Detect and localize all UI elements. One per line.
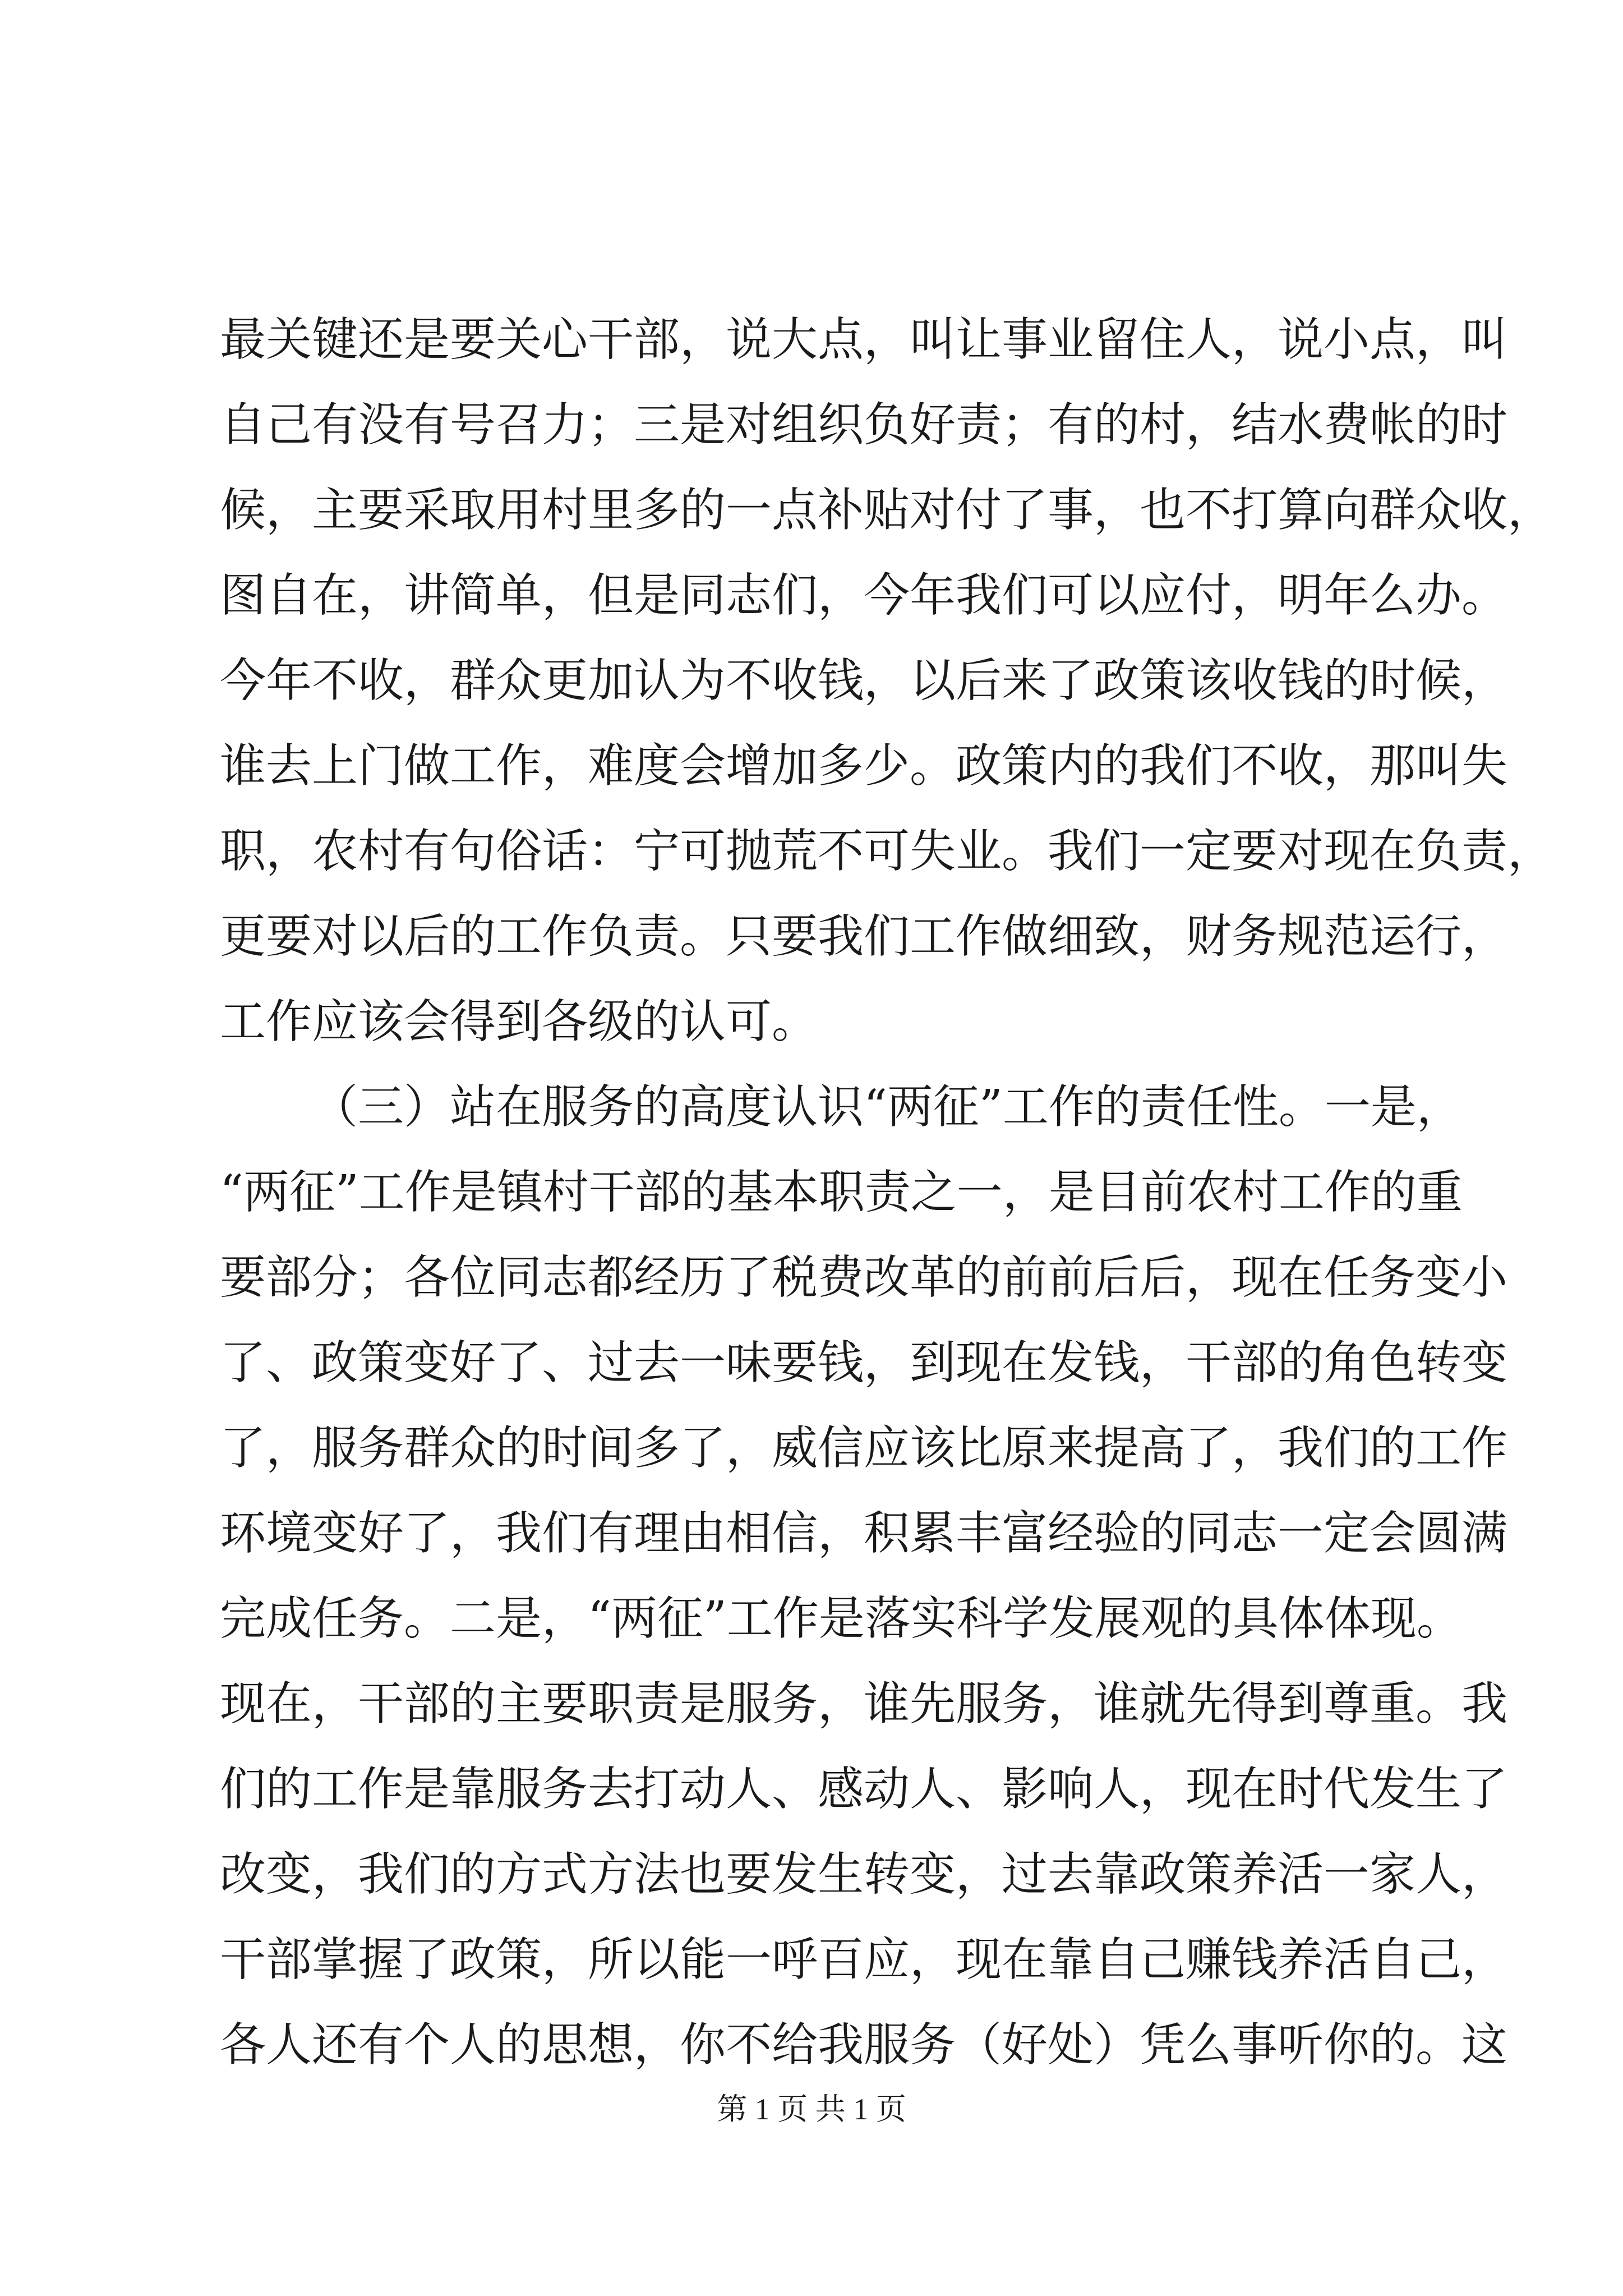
text-line: 现在，干部的主要职责是服务，谁先服务，谁就先得到尊重。我 <box>220 1677 1508 1731</box>
text-line: 工作应该会得到各级的认可。 <box>220 995 818 1048</box>
text-line: 最关键还是要关心干部，说大点，叫让事业留住人，说小点，叫 <box>220 313 1508 366</box>
text-line: 自己有没有号召力；三是对组织负好责；有的村，结水费帐的时 <box>220 398 1508 452</box>
text-line: 环境变好了，我们有理由相信，积累丰富经验的同志一定会圆满 <box>220 1507 1508 1560</box>
text-line: 要部分；各位同志都经历了税费改革的前前后后，现在任务变小 <box>220 1251 1508 1304</box>
text-line: 完成任务。二是，“两征”工作是落实科学发展观的具体体现。 <box>220 1592 1463 1645</box>
text-line: 图自在，讲简单，但是同志们，今年我们可以应付，明年么办。 <box>220 569 1508 622</box>
page-number-footer: 第 1 页 共 1 页 <box>717 2092 906 2126</box>
text-line: 了，服务群众的时间多了，威信应该比原来提高了，我们的工作 <box>220 1421 1508 1475</box>
text-line: 了、政策变好了、过去一味要钱，到现在发钱，干部的角色转变 <box>220 1336 1508 1389</box>
text-line: 更要对以后的工作负责。只要我们工作做细致，财务规范运行， <box>220 910 1508 963</box>
document-body <box>220 297 1554 2088</box>
text-line: 们的工作是靠服务去打动人、感动人、影响人，现在时代发生了 <box>220 1763 1508 1816</box>
paragraph-start-line: （三）站在服务的高度认识“两征”工作的责任性。一是， <box>312 1080 1463 1134</box>
text-line: “两征”工作是镇村干部的基本职责之一，是目前农村工作的重 <box>220 1166 1463 1219</box>
text-line: 干部掌握了政策，所以能一呼百应，现在靠自己赚钱养活自己， <box>220 1933 1508 1986</box>
text-line: 谁去上门做工作，难度会增加多少。政策内的我们不收，那叫失 <box>220 739 1508 793</box>
text-line: 改变，我们的方式方法也要发生转变，过去靠政策养活一家人， <box>220 1848 1508 1901</box>
text-line: 职，农村有句俗话：宁可抛荒不可失业。我们一定要对现在负责， <box>220 825 1554 878</box>
text-line: 今年不收，群众更加认为不收钱，以后来了政策该收钱的时候， <box>220 654 1508 707</box>
text-line: 候，主要采取用村里多的一点补贴对付了事，也不打算向群众收， <box>220 484 1554 537</box>
text-line: 各人还有个人的思想，你不给我服务（好处）凭么事听你的。这 <box>220 2018 1508 2072</box>
